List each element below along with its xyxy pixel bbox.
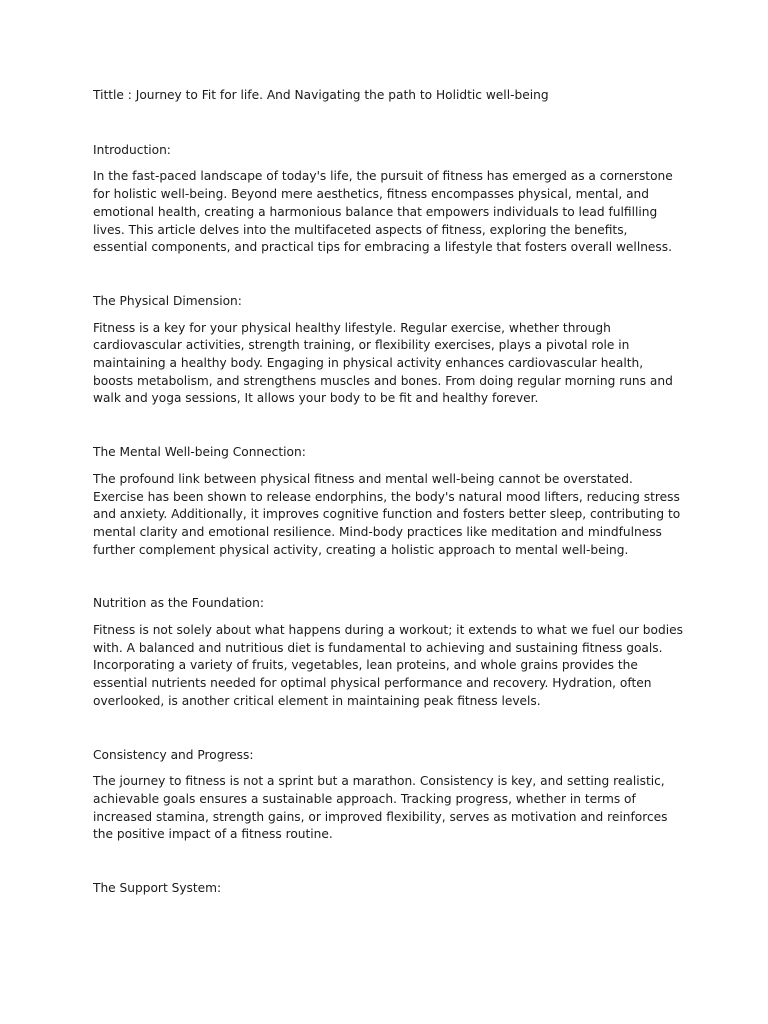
section-heading: Nutrition as the Foundation: <box>93 596 264 611</box>
document-content <box>93 87 683 934</box>
section-mental-wellbeing <box>93 444 683 559</box>
section-heading: Consistency and Progress: <box>93 747 254 762</box>
section-heading: The Physical Dimension: <box>93 293 242 308</box>
section-physical-dimension <box>93 293 683 408</box>
document-title: Tittle : Journey to Fit for life. And Navigating the path to Holidtic well-being <box>93 88 549 102</box>
section-heading: Introduction: <box>93 142 171 157</box>
section-paragraph: Fitness is a key for your physical healthy lifestyle. Regular exercise, whether through cardiovascular activities, strength training, or flexibility exercises, plays a pivotal role in maintaining a healthy body. Engaging in physical activity enhances cardiovascular health, boosts metabolism, and strengthens muscles and bones. From doing regular morning runs and walk and yoga sessions, It allows your body to be fit and healthy forever. <box>93 320 673 406</box>
section-heading: The Mental Well-being Connection: <box>93 445 306 460</box>
section-heading: The Support System: <box>93 881 222 896</box>
section-nutrition <box>93 595 683 710</box>
section-support-system <box>93 880 683 898</box>
section-consistency <box>93 747 683 845</box>
section-paragraph: Fitness is not solely about what happens during a workout; it extends to what we fuel our bodies with. A balanced and nutritious diet is fundamental to achieving and sustaining fitness goals. Incorporating a variety of fruits, vegetables, lean proteins, and whole grains provides the essential nutrients needed for optimal physical performance and recovery. Hydration, often overlooked, is another critical element in maintaining peak fitness levels. <box>93 623 683 708</box>
section-paragraph: The profound link between physical fitness and mental well-being cannot be overstated. Exercise has been shown to release endorphins, the body's natural mood lifters, reducing stress and anxiety. Additionally, it improves cognitive function and fosters better sleep, contributing to mental clarity and emotional resilience. Mind-body practices like meditation and mindfulness further complement physical activity, creating a holistic approach to mental well-being. <box>93 471 681 557</box>
section-introduction <box>93 142 683 257</box>
section-paragraph: The journey to fitness is not a sprint but a marathon. Consistency is key, and setting realistic, achievable goals ensures a sustainable approach. Tracking progress, whether in terms of increased stamina, strength gains, or improved flexibility, serves as motivation and reinforces the positive impact of a fitness routine. <box>93 774 668 842</box>
section-paragraph: In the fast-paced landscape of today's life, the pursuit of fitness has emerged as a cornerstone for holistic well-being. Beyond mere aesthetics, fitness encompasses physical, mental, and emotional health, creating a harmonious balance that empowers individuals to lead fulfilling lives. This article delves into the multifaceted aspects of fitness, exploring the benefits, essential components, and practical tips for embracing a lifestyle that fosters overall wellness. <box>93 169 673 255</box>
